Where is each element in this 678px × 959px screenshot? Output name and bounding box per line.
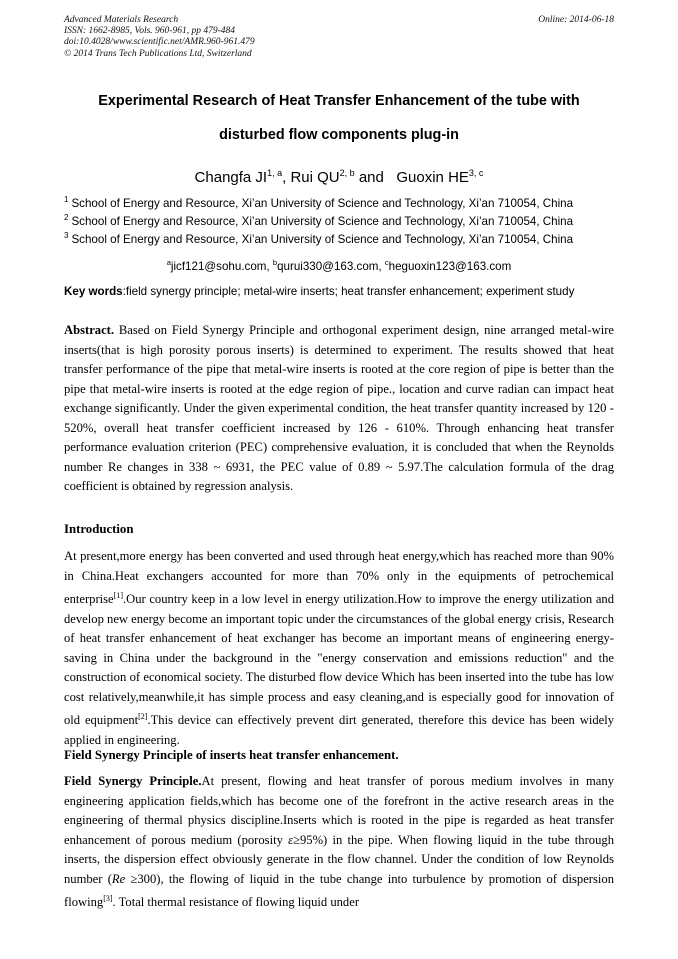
paragraph-text: . Total thermal resistance of flowing liquid under xyxy=(112,895,360,909)
affiliation-number: 1 xyxy=(64,195,69,204)
section-heading-introduction: Introduction xyxy=(64,522,134,536)
field-synergy-paragraph xyxy=(64,772,614,913)
paragraph-text: ≥300), the flowing of liquid in the tube change into turbulence by promotion of dispersion flowing xyxy=(64,871,614,909)
affiliation-number: 2 xyxy=(64,213,69,222)
citation-ref[interactable]: [3] xyxy=(103,894,113,903)
author-separator: and xyxy=(354,169,389,186)
issn-line: ISSN: 1662-8985, Vols. 960-961, pp 479-484 xyxy=(64,26,235,37)
paper-title-line-2: disturbed flow components plug-in xyxy=(219,127,459,143)
affiliation-text: School of Energy and Resource, Xi’an University of Science and Technology, Xi’an 710054, China xyxy=(71,197,574,210)
introduction-paragraph xyxy=(64,547,614,750)
email-superscript: c xyxy=(384,258,389,267)
email-list xyxy=(0,258,678,273)
author-name: Rui QU xyxy=(290,169,340,186)
email-address[interactable]: jicf121@sohu.com, xyxy=(170,260,273,273)
author-name: Guoxin HE xyxy=(396,169,469,186)
abstract-label: Abstract. xyxy=(64,323,115,337)
author-superscript: 3, c xyxy=(468,168,484,178)
keywords-text: :field synergy principle; metal-wire inserts; heat transfer enhancement; experiment study xyxy=(122,285,575,298)
citation-ref[interactable]: [1] xyxy=(113,591,123,600)
affiliation xyxy=(64,213,614,228)
affiliation-text: School of Energy and Resource, Xi’an University of Science and Technology, Xi’an 710054, China xyxy=(71,215,574,228)
journal-meta xyxy=(64,15,255,60)
affiliation-text: School of Energy and Resource, Xi’an University of Science and Technology, Xi’an 710054, China xyxy=(71,233,574,246)
affiliation xyxy=(64,195,614,210)
paragraph-text: ≥95%) in the pipe. When flowing liquid in the tube through inserts, the dispersion effect obviously generate in the flow channel. Under the condition of low Reynolds number ( xyxy=(64,832,614,886)
affiliation xyxy=(64,231,614,246)
keywords-label: Key words xyxy=(64,285,123,298)
copyright-line: © 2014 Trans Tech Publications Ltd, Switzerland xyxy=(64,48,252,59)
abstract-paragraph xyxy=(64,321,614,497)
online-date: Online: 2014-06-18 xyxy=(538,15,614,25)
author-superscript: 2, b xyxy=(339,168,355,178)
subsection-label: Field Synergy Principle. xyxy=(64,774,202,788)
epsilon-symbol: ε xyxy=(288,832,294,847)
paragraph-text: .Our country keep in a low level in energy utilization.How to improve the energy utilization and develop new energy become an important topic under the circumstances of the global energy crisis, Research of heat transfer enhancement of heat exchanger has become an important means of engineering energy-saving in China under the background in the "energy conservation and emissions reduction" and the construction of economical society. The disturbed flow device Which has been inserted into the tube has low cost relatively,meanwhile,it has simple process and easy cleaning,and is especially good for innovation of old equipment xyxy=(64,592,614,727)
affiliation-number: 3 xyxy=(64,231,69,240)
author-name: Changfa JI xyxy=(194,169,268,186)
citation-ref[interactable]: [2] xyxy=(138,712,148,721)
email-address[interactable]: heguoxin123@163.com xyxy=(388,260,512,273)
paragraph-text: .This device can effectively prevent dirt generated, therefore this device has been widely applied in engineering. xyxy=(64,713,614,747)
journal-name: Advanced Materials Research xyxy=(64,15,179,25)
reynolds-symbol: Re xyxy=(111,871,126,886)
author-superscript: 1, a xyxy=(267,168,283,178)
section-heading-field-synergy: Field Synergy Principle of inserts heat transfer enhancement. xyxy=(64,748,399,762)
paragraph-text: At present, flowing and heat transfer of porous medium involves in many engineering application fields,which has become one of the forefront in the active research areas in the engineering of thermal physics discipline.Inserts which is rooted in the pipe is regarded as heat transfer enhancement of porous medium (porosity xyxy=(64,774,614,847)
abstract-text: Based on Field Synergy Principle and orthogonal experiment design, nine arranged metal-wire inserts(that is high porosity porous inserts) is determined to experiment. The results showed that heat transfer performance of the pipe that metal-wire inserts is rooted at the core region of pipe is better than the pipe that metal-wire inserts is rooted at the edge region of pipe., location and curve radian can impact heat exchange significantly. Under the given experimental condition, the heat transfer quantity increased by 120 - 520%, overall heat transfer coefficient increased by 126 - 610%. Through enhancing heat transfer performance evaluation criterion (PEC) comprehensive evaluation, it is concluded that when the Reynolds number Re changes in 338 ~ 6931, the PEC value of 0.89 ~ 5.97.The calculation formula of the drag coefficient is obtained by regression analysis. xyxy=(64,323,614,493)
email-address[interactable]: qurui330@163.com, xyxy=(277,260,385,273)
email-superscript: a xyxy=(166,258,171,267)
email-superscript: b xyxy=(272,258,278,267)
paragraph-text: At present,more energy has been converted and used through heat energy,which has reached more than 90% in China.Heat exchangers accounted for more than 70% only in the equipments of petrochemical enterprise xyxy=(64,549,614,606)
paper-title-line-1: Experimental Research of Heat Transfer Enhancement of the tube with xyxy=(98,93,580,109)
author-separator: , xyxy=(282,169,291,186)
doi-line: doi:10.4028/www.scientific.net/AMR.960-961.479 xyxy=(64,37,255,48)
keywords xyxy=(64,285,614,298)
author-list xyxy=(0,168,678,186)
